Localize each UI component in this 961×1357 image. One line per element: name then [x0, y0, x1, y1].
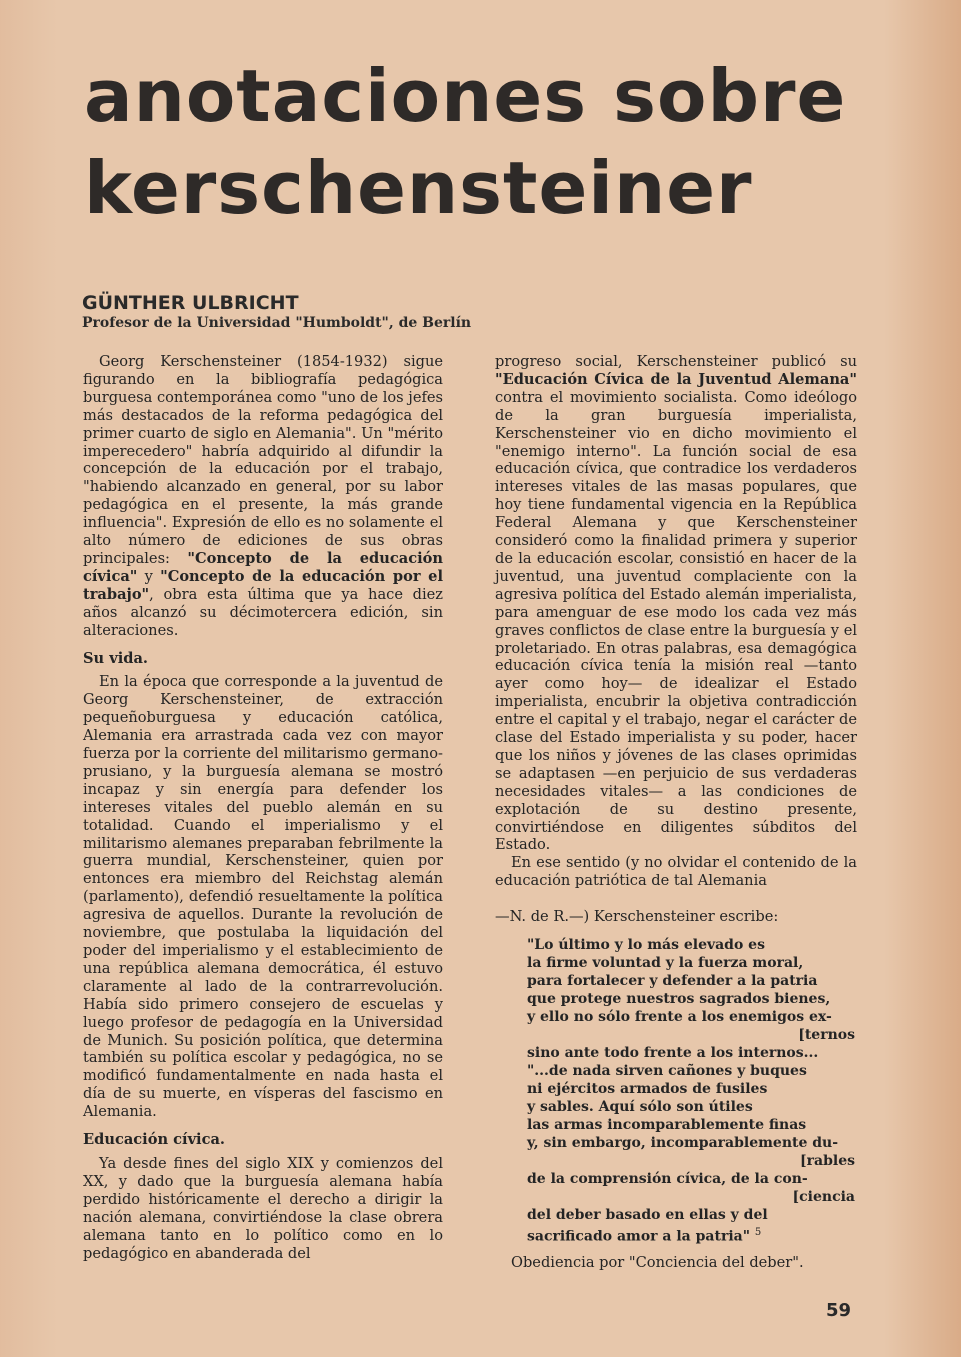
quote-line: para fortalecer y defender a la patria — [527, 973, 818, 990]
title-line-1: anotaciones sobre — [84, 54, 847, 138]
quote-line: [ternos — [798, 1027, 855, 1044]
quote-line — [527, 1224, 857, 1246]
article-title — [84, 50, 904, 234]
quote-line: ni ejércitos armados de fusiles — [527, 1081, 768, 1098]
quote-last-text: sacrificado amor a la patria" — [527, 1228, 751, 1245]
book-title-work: "Concepto de la educación por el trabajo" — [83, 567, 443, 603]
book-title-civic: "Concepto de la educación cívica" — [83, 549, 443, 585]
paragraph-educacion: Ya desde fines del siglo XIX y comienzos del XX, y dado que la burguesía alemana había perdido históricamente el derecho a dirigir la nación alemana, convirtiéndose la clase obrera alemana tanto en lo político como en lo pedagógico en abanderada del — [83, 1154, 443, 1262]
intro-end: , obra esta última que ya hace diez años alcanzó su décimotercera edición, sin alteraciones. — [83, 585, 443, 639]
paragraph-obediencia: Obediencia por "Conciencia del deber". — [511, 1253, 804, 1271]
quote-line: de la comprensión cívica, de la con- — [527, 1171, 808, 1188]
quote-line: y ello no sólo frente a los enemigos ex- — [527, 1009, 832, 1026]
quote-line: la firme voluntad y la fuerza moral, — [527, 955, 804, 972]
quote-line: [rables — [800, 1153, 855, 1170]
author-name: GÜNTHER ULBRICHT — [82, 292, 299, 314]
footnote-reference: 5 — [754, 1227, 762, 1239]
quote-line: del deber basado en ellas y del — [527, 1207, 768, 1224]
quote-line: sino ante todo frente a los internos... — [527, 1045, 819, 1062]
section-heading-educacion: Educación cívica. — [83, 1131, 226, 1149]
book-title-youth: "Educación Cívica de la Juventud Alemana" — [495, 370, 857, 388]
continued-text: contra el movimiento socialista. Como ideólogo de la gran burguesía imperialista, Kerschensteiner vio en dicho movimiento el "enemigo interno". La función social de esa educación cívica, que contradice los verdaderos intereses vitales de las masas populares, que hoy tiene fundamental vigencia en la República Federal Alemana y que Kerschensteiner consideró como la finalidad primera y superior de la educación escolar, consistió en hacer de la juventud, una juventud complaciente con la agresiva política del Estado alemán imperialista, para amenguar de ese modo los cada vez más graves conflictos de clase entre la burguesía y el proletariado. En otras palabras, esa demagógica educación cívica tenía la misión real —tanto ayer como hoy— de idealizar el Estado imperialista, encubrir la objetiva contradicción entre el capital y el trabajo, negar el carácter de clase del Estado imperialista y su poder, hacer que los niños y jóvenes de las clases oprimidas se adaptasen —en perjuicio de sus verdaderas necesidades vitales— a las condiciones de explotación de su destino presente, convirtiéndose en diligentes súbditos del Estado. — [495, 388, 857, 854]
author-affiliation: Profesor de la Universidad "Humboldt", de Berlín — [82, 315, 472, 331]
intro-and: y — [137, 567, 161, 585]
quote-line: las armas incomparablemente finas — [527, 1117, 807, 1134]
quote-line: y sables. Aquí sólo son útiles — [527, 1099, 753, 1116]
left-column — [83, 353, 443, 1262]
quote-line: [ciencia — [792, 1189, 855, 1206]
intro-text: Georg Kerschensteiner (1854-1932) sigue figurando en la bibliografía pedagógica burguesa contemporánea como "uno de los jefes más destacados de la reforma pedagógica del primer cuarto de siglo en Alemania". Un "mérito imperecedero" habría adquirido al difundir la concepción de la educación por el trabajo, "habiendo alcanzado en general, por su labor pedagógica en el presente, la más grande influencia". Expresión de ello es no solamente el alto número de ediciones de sus obras principales: — [83, 353, 443, 567]
section-heading-vida: Su vida. — [83, 649, 148, 667]
quote-line: "...de nada sirven cañones y buques — [527, 1063, 807, 1080]
quote-line: y, sin embargo, incomparablemente du- — [527, 1135, 839, 1152]
paragraph-escribe: —N. de R.—) Kerschensteiner escribe: — [495, 908, 779, 926]
title-line-2: kerschensteiner — [84, 146, 753, 230]
paragraph-intro — [83, 353, 443, 640]
quote-line: "Lo último y lo más elevado es — [527, 937, 765, 954]
paragraph-sentido: En ese sentido (y no olvidar el contenido de la educación patriótica de tal Alemania — [495, 854, 857, 890]
quote-line: que protege nuestros sagrados bienes, — [527, 991, 831, 1008]
page-number: 59 — [826, 1300, 852, 1321]
right-column — [495, 353, 857, 1272]
paragraph-vida: En la época que corresponde a la juventud de Georg Kerschensteiner, de extracción pequeñoburguesa y educación católica, Alemania era arrastrada cada vez con mayor fuerza por la corriente del militarismo germano-prusiano, y la burguesía alemana se mostró incapaz y sin energía para defender los intereses vitales del pueblo alemán en su totalidad. Cuando el imperialismo y el militarismo alemanes preparaban febrilmente la guerra mundial, Kerschensteiner, quien por entonces era miembro del Reichstag alemán (parlamento), defendió resueltamente la política agresiva de aquellos. Durante la revolución de noviembre, que postulaba la liquidación del poder del imperialismo y el establecimiento de una república alemana democrática, él estuvo claramente al lado de la contrarrevolución. Había sido primero consejero de escuelas y luego profesor de pedagogía en la Universidad de Munich. Su posición política, que determina también su política escolar y pedagógica, no se modificó fundamentalmente en nada hasta el día de su muerte, en vísperas del fascismo en Alemania. — [83, 673, 443, 1121]
block-quote — [527, 936, 857, 1246]
paragraph-continued — [495, 353, 857, 854]
continued-start: progreso social, Kerschensteiner publicó su — [495, 353, 857, 370]
